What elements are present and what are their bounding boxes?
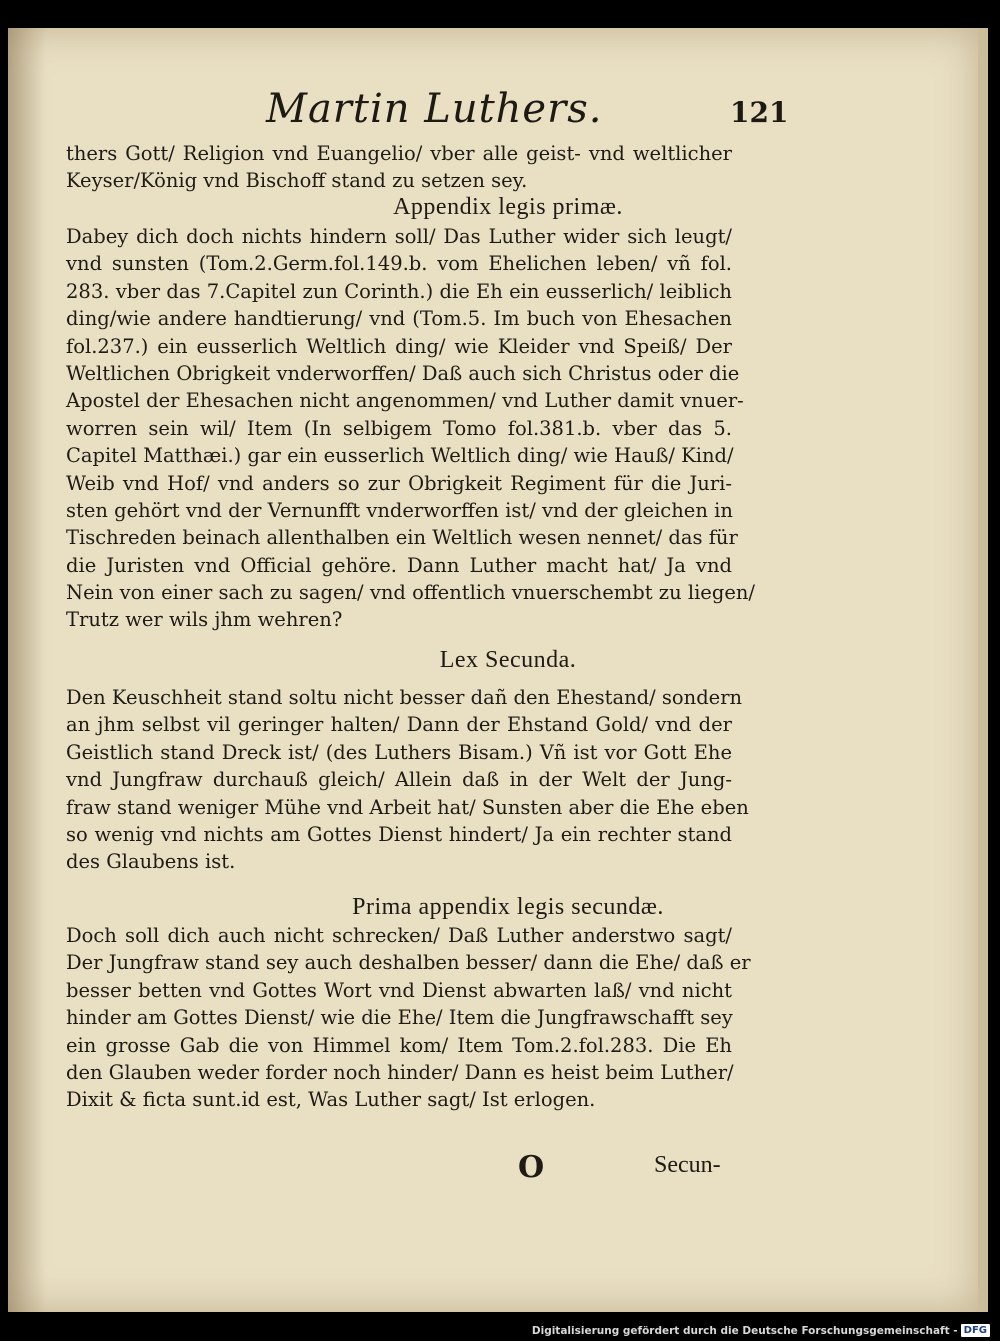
text-line: hinder am Gottes Dienst/ wie die Ehe/ Item die Jungfrawschafft sey bbox=[66, 1006, 733, 1030]
heading-lex-secunda: Lex Secunda. bbox=[439, 647, 577, 673]
text-line: ding/wie andere handtierung/ vnd (Tom.5. Im buch von Ehesachen bbox=[66, 307, 732, 331]
text-line: Keyser/König vnd Bischoff stand zu setzen sey. bbox=[66, 169, 528, 193]
signature-mark: O bbox=[518, 1150, 545, 1185]
text-line: worren sein wil/ Item (In selbigem Tomo fol.381.b. vber das 5. bbox=[66, 416, 732, 440]
book-page bbox=[8, 28, 988, 1312]
running-head: Martin Luthers. bbox=[266, 86, 603, 132]
text-line: Der Jungfraw stand sey auch deshalben besser/ dann die Ehe/ daß er bbox=[66, 951, 751, 975]
credit-text: Digitalisierung gefördert durch die Deutsche Forschungsgemeinschaft - bbox=[531, 1324, 958, 1337]
text-block-appendix-primae bbox=[66, 223, 755, 634]
heading-prima-appendix-legis-secundae: Prima appendix legis secundæ. bbox=[352, 894, 664, 920]
text-line: ein grosse Gab die von Himmel kom/ Item Tom.2.fol.283. Die Eh bbox=[66, 1033, 732, 1057]
text-line: Den Keuschheit stand soltu nicht besser dañ den Ehestand/ sondern bbox=[66, 686, 743, 709]
text-line: 283. vber das 7.Capitel zun Corinth.) die Eh ein eusserlich/ leiblich bbox=[66, 279, 732, 303]
dfg-logo-icon: DFG bbox=[961, 1324, 990, 1337]
text-line: besser betten vnd Gottes Wort vnd Dienst abwarten laß/ vnd nicht bbox=[66, 978, 732, 1002]
text-block-prima-appendix bbox=[66, 922, 751, 1114]
text-line: Doch soll dich auch nicht schrecken/ Daß Luther anderstwo sagt/ bbox=[66, 924, 732, 947]
page-number: 121 bbox=[730, 96, 789, 129]
text-line: Dixit & ficta sunt.id est, Was Luther sagt/ Ist erlogen. bbox=[66, 1088, 596, 1112]
text-line: Dabey dich doch nichts hindern soll/ Das Luther wider sich leugt/ bbox=[66, 225, 732, 248]
text-line: Tischreden beinach allenthalben ein Weltlich wesen nennet/ das für bbox=[66, 526, 738, 550]
text-line: vnd Jungfraw durchauß gleich/ Allein daß in der Welt der Jung- bbox=[66, 768, 732, 792]
text-line: den Glauben weder forder noch hinder/ Dann es heist beim Luther/ bbox=[66, 1060, 734, 1084]
text-line: Weib vnd Hof/ vnd anders so zur Obrigkeit Regiment für die Juri- bbox=[66, 471, 732, 495]
text-line: des Glaubens ist. bbox=[66, 850, 236, 874]
text-block-intro bbox=[66, 140, 732, 195]
text-line: Geistlich stand Dreck ist/ (des Luthers Bisam.) Vñ ist vor Gott Ehe bbox=[66, 740, 732, 764]
text-line: thers Gott/ Religion vnd Euangelio/ vber alle geist- vnd weltlicher bbox=[66, 142, 732, 165]
text-line: die Juristen vnd Official gehöre. Dann Luther macht hat/ Ja vnd bbox=[66, 553, 732, 577]
catchword: Secun- bbox=[654, 1152, 721, 1178]
text-line: Nein von einer sach zu sagen/ vnd offentlich vnuerschembt zu liegen/ bbox=[66, 581, 755, 605]
text-line: fraw stand weniger Mühe vnd Arbeit hat/ Sunsten aber die Ehe eben bbox=[66, 795, 749, 819]
text-line: so wenig vnd nichts am Gottes Dienst hindert/ Ja ein rechter stand bbox=[66, 822, 732, 846]
text-line: Capitel Matthæi.) gar ein eusserlich Weltlich ding/ wie Hauß/ Kind/ bbox=[66, 444, 734, 468]
text-line: vnd sunsten (Tom.2.Germ.fol.149.b. vom Ehelichen leben/ vñ fol. bbox=[66, 252, 732, 276]
heading-appendix-legis-primae: Appendix legis primæ. bbox=[393, 194, 623, 220]
text-line: sten gehört vnd der Vernunfft vnderworffen ist/ vnd der gleichen in bbox=[66, 498, 733, 522]
text-line: Apostel der Ehesachen nicht angenommen/ vnd Luther damit vnuer- bbox=[66, 389, 744, 413]
text-block-lex-secunda bbox=[66, 684, 749, 876]
digitization-credit bbox=[532, 1324, 990, 1337]
text-line: an jhm selbst vil geringer halten/ Dann der Ehstand Gold/ vnd der bbox=[66, 713, 732, 737]
text-line: fol.237.) ein eusserlich Weltlich ding/ wie Kleider vnd Speiß/ Der bbox=[66, 334, 732, 358]
text-line: Trutz wer wils jhm wehren? bbox=[66, 608, 343, 632]
text-line: Weltlichen Obrigkeit vnderworffen/ Daß auch sich Christus oder die bbox=[66, 361, 740, 385]
